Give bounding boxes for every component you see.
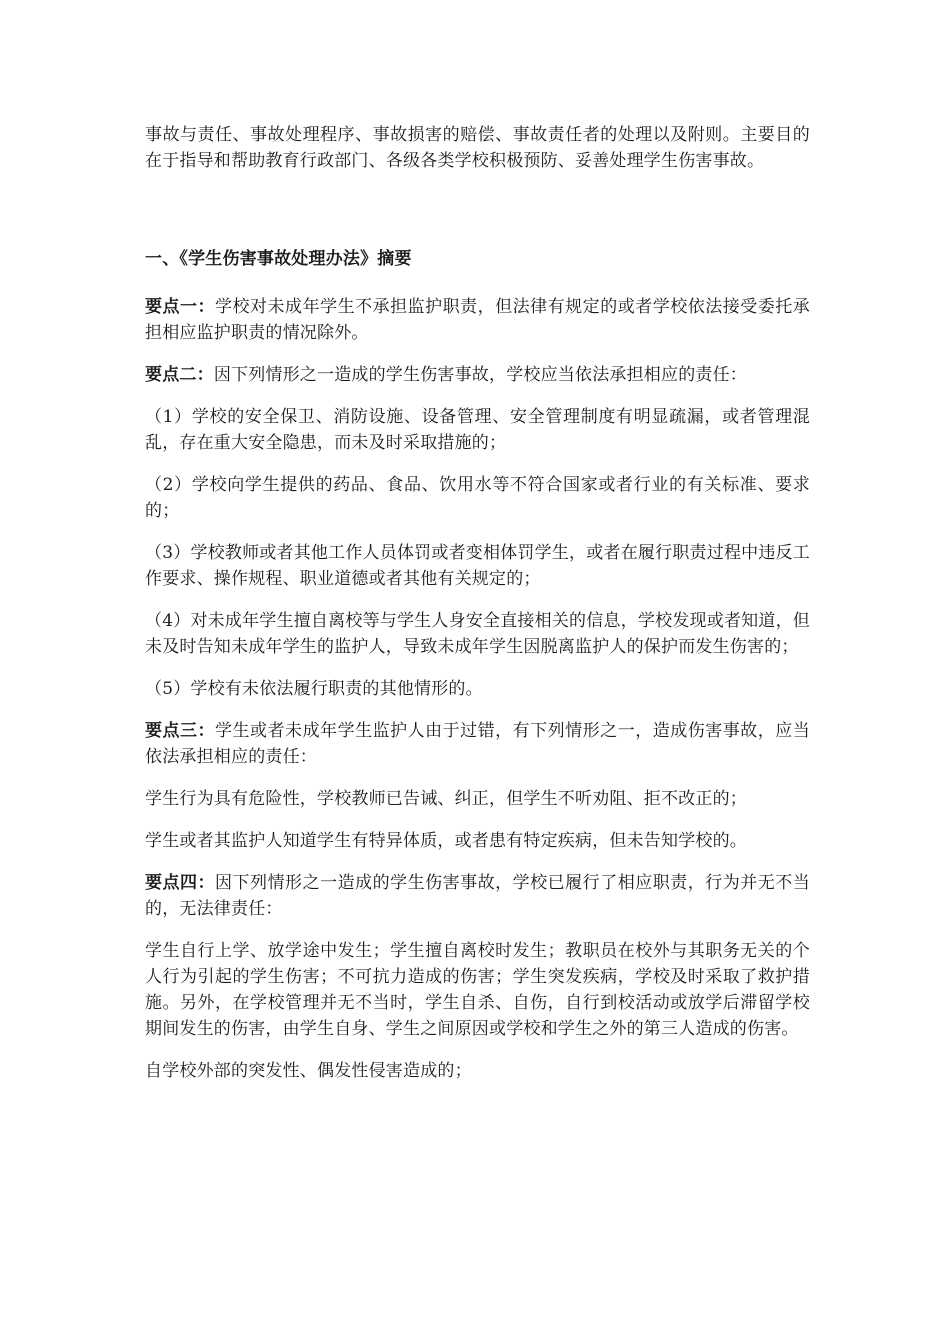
- point-three-item-1: 学生行为具有危险性，学校教师已告诫、纠正，但学生不听劝阻、拒不改正的；: [145, 789, 747, 809]
- point-four-item-2: 自学校外部的突发性、偶发性侵害造成的；: [145, 1061, 472, 1081]
- point-two-item-3: （3）学校教师或者其他工作人员体罚或者变相体罚学生，或者在履行职责过程中违反工作要求、操作规程、职业道德或者其他有关规定的；: [145, 543, 810, 589]
- point-one-paragraph: [145, 294, 810, 346]
- point-two-text: 因下列情形之一造成的学生伤害事故，学校应当依法承担相应的责任：: [213, 365, 748, 385]
- point-three-item-2: 学生或者其监护人知道学生有特异体质，或者患有特定疾病，但未告知学校的。: [145, 831, 747, 851]
- point-two-item-4: （4）对未成年学生擅自离校等与学生人身安全直接相关的信息，学校发现或者知道，但未及时告知未成年学生的监护人，导致未成年学生因脱离监护人的保护而发生伤害的；: [145, 611, 810, 657]
- point-two-item-2: （2）学校向学生提供的药品、食品、饮用水等不符合国家或者行业的有关标准、要求的；: [145, 475, 810, 521]
- point-four-label: 要点四：: [145, 873, 216, 893]
- point-three-label: 要点三：: [145, 721, 216, 741]
- point-two-label: 要点二：: [145, 365, 214, 385]
- point-four-paragraph: [145, 870, 810, 922]
- point-three-paragraph: [145, 718, 810, 770]
- document-page: [145, 122, 810, 1100]
- point-four-item-1: 学生自行上学、放学途中发生；学生擅自离校时发生；教职员在校外与其职务无关的个人行为引起的学生伤害；不可抗力造成的伤害；学生突发疾病，学校及时采取了救护措施。另外，在学校管理并无不当时，学生自杀、自伤，自行到校活动或放学后滞留学校期间发生的伤害，由学生自身、学生之间原因或学校和学生之外的第三人造成的伤害。: [145, 941, 810, 1039]
- point-three-text: 学生或者未成年学生监护人由于过错，有下列情形之一，造成伤害事故，应当依法承担相应的责任：: [145, 721, 810, 767]
- point-two-item-5: （5）学校有未依法履行职责的其他情形的。: [145, 679, 483, 699]
- point-one-text: 学校对未成年学生不承担监护职责，但法律有规定的或者学校依法接受委托承担相应监护职责的情况除外。: [145, 297, 810, 343]
- point-two-paragraph: [145, 362, 810, 388]
- intro-paragraph: 事故与责任、事故处理程序、事故损害的赔偿、事故责任者的处理以及附则。主要目的在于指导和帮助教育行政部门、各级各类学校积极预防、妥善处理学生伤害事故。: [145, 125, 810, 171]
- point-four-text: 因下列情形之一造成的学生伤害事故，学校已履行了相应职责，行为并无不当的，无法律责任：: [145, 873, 810, 919]
- section-heading: 一、《学生伤害事故处理办法》摘要: [145, 249, 412, 269]
- point-two-item-1: （1）学校的安全保卫、消防设施、设备管理、安全管理制度有明显疏漏，或者管理混乱，存在重大安全隐患，而未及时采取措施的；: [145, 407, 810, 453]
- point-one-label: 要点一：: [145, 297, 216, 317]
